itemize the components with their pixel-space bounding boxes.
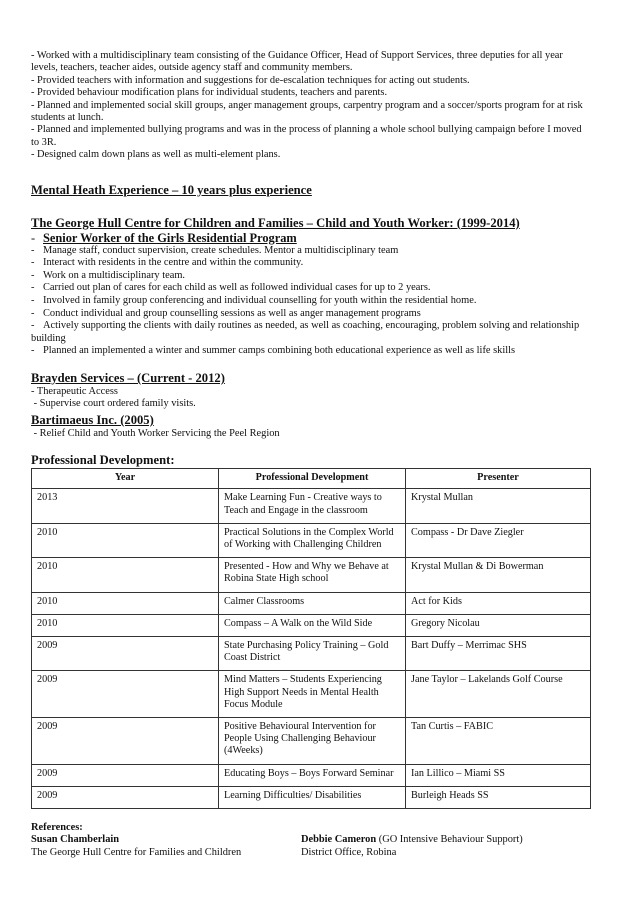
table-row xyxy=(32,592,591,614)
cell-presenter: Krystal Mullan & Di Bowerman xyxy=(406,558,591,592)
cell-presenter: Burleigh Heads SS xyxy=(406,786,591,808)
cell-presenter: Tan Curtis – FABIC xyxy=(406,718,591,765)
text-line: levels, teachers, teacher aides, outside agency staff and community members. xyxy=(31,62,353,74)
text-line: - Planned and implemented social skill groups, anger management groups, carpentry program and a soccer/sports program for at risk xyxy=(31,99,583,111)
george-hull-heading: The George Hull Centre for Children and Families – Child and Youth Worker: (1999-2014) xyxy=(31,215,520,230)
table-row xyxy=(32,489,591,523)
text-line: - Therapeutic Access xyxy=(31,386,118,397)
reference-note: (GO Intensive Behaviour Support) xyxy=(376,834,523,846)
resume-page xyxy=(31,50,591,859)
reference-name: Debbie Cameron xyxy=(301,834,377,846)
cell-development: State Purchasing Policy Training – Gold Coast District xyxy=(219,637,406,671)
cell-development: Mind Matters – Students Experiencing High Support Needs in Mental Health Focus Module xyxy=(219,671,406,718)
col-year-header: Year xyxy=(32,469,219,489)
wrap-line: building xyxy=(31,332,66,344)
cell-presenter: Ian Lillico – Miami SS xyxy=(406,764,591,786)
cell-development: Presented - How and Why we Behave at Robina State High school xyxy=(219,558,406,592)
duty-item: - Involved in family group conferencing and individual counselling for youth within the residential home. xyxy=(31,295,477,307)
text-line: students at lunch. xyxy=(31,112,104,124)
text-line: - Provided teachers with information and suggestions for de-escalation techniques for acting out students. xyxy=(31,74,470,86)
text-line: - Relief Child and Youth Worker Servicing the Peel Region xyxy=(31,427,280,439)
cell-development: Learning Difficulties/ Disabilities xyxy=(219,786,406,808)
col-development-header: Professional Development xyxy=(219,469,406,489)
table-header-row xyxy=(32,469,591,489)
cell-year: 2009 xyxy=(32,718,219,765)
professional-development-heading: Professional Development: xyxy=(31,453,175,468)
cell-year: 2009 xyxy=(32,637,219,671)
reference-org: District Office, Robina xyxy=(301,846,397,858)
mental-health-heading: Mental Heath Experience – 10 years plus experience xyxy=(31,182,312,197)
duty-item: - Conduct individual and group counselling sessions as well as anger management programs xyxy=(31,307,421,319)
cell-year: 2010 xyxy=(32,558,219,592)
cell-year: 2010 xyxy=(32,614,219,636)
text-line: to 3R. xyxy=(31,136,57,148)
text-line: - Designed calm down plans as well as multi-element plans. xyxy=(31,149,281,161)
reference-org: The George Hull Centre for Families and Children xyxy=(31,846,242,858)
cell-development: Practical Solutions in the Complex World of Working with Challenging Children xyxy=(219,523,406,557)
cell-year: 2010 xyxy=(32,523,219,557)
cell-presenter: Krystal Mullan xyxy=(406,489,591,523)
references-heading: References: xyxy=(31,822,83,834)
cell-year: 2010 xyxy=(32,592,219,614)
duty-item: - Carried out plan of cares for each child as well as followed individual cases for up to 2 years. xyxy=(31,282,431,294)
table-row xyxy=(32,558,591,592)
text-line: - Worked with a multidisciplinary team consisting of the Guidance Officer, Head of Support Services, three deputies for all year xyxy=(31,50,563,61)
cell-presenter: Compass - Dr Dave Ziegler xyxy=(406,523,591,557)
intro-bullets xyxy=(31,50,591,162)
professional-development-table xyxy=(31,468,591,809)
cell-presenter: Bart Duffy – Merrimac SHS xyxy=(406,637,591,671)
cell-year: 2009 xyxy=(32,764,219,786)
table-row xyxy=(32,614,591,636)
text-line: - Supervise court ordered family visits. xyxy=(31,398,196,410)
cell-year: 2009 xyxy=(32,671,219,718)
duty-item: - Planned an implemented a winter and summer camps combining both educational experience as well as life skills xyxy=(31,345,516,357)
role-name: Senior Worker of the Girls Residential Program xyxy=(43,230,297,245)
role-title xyxy=(31,231,591,245)
cell-development: Compass – A Walk on the Wild Side xyxy=(219,614,406,636)
col-presenter-header: Presenter xyxy=(406,469,591,489)
cell-presenter: Gregory Nicolau xyxy=(406,614,591,636)
table-row xyxy=(32,786,591,808)
duty-item: - Actively supporting the clients with daily routines as needed, as well as coaching, encouraging, problem solving and relationship xyxy=(31,320,580,332)
cell-development: Educating Boys – Boys Forward Seminar xyxy=(219,764,406,786)
cell-presenter: Act for Kids xyxy=(406,592,591,614)
brayden-lines xyxy=(31,386,591,411)
duty-item: - Interact with residents in the centre and within the community. xyxy=(31,257,304,269)
cell-development: Calmer Classrooms xyxy=(219,592,406,614)
bartimaeus-heading: Bartimaeus Inc. (2005) xyxy=(31,412,154,427)
cell-presenter: Jane Taylor – Lakelands Golf Course xyxy=(406,671,591,718)
bartimaeus-lines xyxy=(31,428,591,440)
references xyxy=(31,822,591,859)
table-row xyxy=(32,637,591,671)
duty-item: - Work on a multidisciplinary team. xyxy=(31,269,186,281)
table-row xyxy=(32,523,591,557)
george-hull-duties xyxy=(31,245,591,333)
cell-development: Make Learning Fun - Creative ways to Teach and Engage in the classroom xyxy=(219,489,406,523)
table-row xyxy=(32,718,591,765)
cell-development: Positive Behavioural Intervention for People Using Challenging Behaviour (4Weeks) xyxy=(219,718,406,765)
cell-year: 2013 xyxy=(32,489,219,523)
text-line: - Planned and implemented bullying programs and was in the process of planning a whole school bullying campaign before I moved xyxy=(31,124,582,136)
reference-name: Susan Chamberlain xyxy=(31,834,120,846)
cell-year: 2009 xyxy=(32,786,219,808)
duty-item: - Manage staff, conduct supervision, create schedules. Mentor a multidisciplinary team xyxy=(31,244,399,256)
brayden-heading: Brayden Services – (Current - 2012) xyxy=(31,371,225,385)
role-dash: - xyxy=(31,230,36,245)
text-line: - Provided behaviour modification plans for individual students, teachers and parents. xyxy=(31,87,388,99)
table-row xyxy=(32,764,591,786)
table-row xyxy=(32,671,591,718)
